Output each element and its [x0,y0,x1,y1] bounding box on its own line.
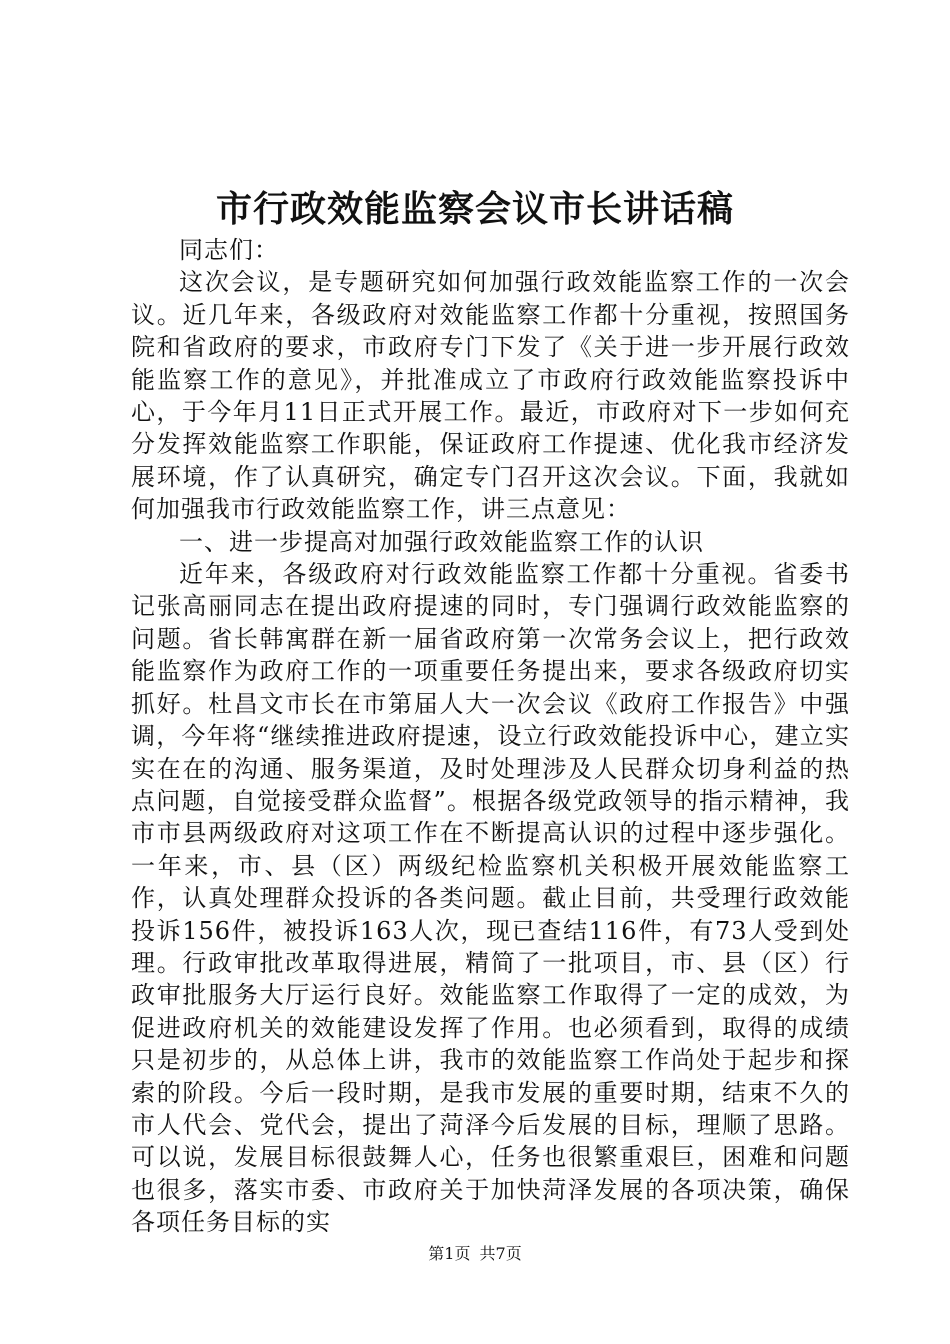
salutation-paragraph: 同志们： [179,236,279,264]
page-total: 共7页 [479,1244,522,1263]
document-body [131,234,850,1239]
document-title: 市行政效能监察会议市长讲话稿 [215,188,734,230]
intro-paragraph: 这次会议，是专题研究如何加强行政效能监察工作的一次会议。近几年来，各级政府对效能监察工作都十分重视，按照国务院和省政府的要求，市政府专门下发了《关于进一步开展行政效能监察工作的意见》，并批准成立了市政府行政效能监察投诉中心，于今年月11日正式开展工作。最近，市政府对下一步如何充分发挥效能监察工作职能，保证政府工作提速、优化我市经济发展环境，作了认真研究，确定专门召开这次会议。下面，我就如何加强我市行政效能监察工作，讲三点意见： [131,268,850,524]
section-heading: 一、进一步提高对加强行政效能监察工作的认识 [179,527,704,556]
body-paragraph: 近年来，各级政府对行政效能监察工作都十分重视。省委书记张高丽同志在提出政府提速的同时，专门强调行政效能监察的问题。省长韩寓群在新一届省政府第一次常务会议上，把行政效能监察作为政府工作的一项重要任务提出来，要求各级政府切实抓好。杜昌文市长在市第届人大一次会议《政府工作报告》中强调，今年将“继续推进政府提速，设立行政效能投诉中心，建立实实在在的沟通、服务渠道，及时处理涉及人民群众切身利益的热点问题，自觉接受群众监督”。根据各级党政领导的指示精神，我市市县两级政府对这项工作在不断提高认识的过程中逐步强化。一年来，市、县（区）两级纪检监察机关积极开展效能监察工作，认真处理群众投诉的各类问题。截止目前，共受理行政效能投诉156件，被投诉163人次，现已查结116件，有73人受到处理。行政审批改革取得进展，精简了一批项目，市、县（区）行政审批服务大厅运行良好。效能监察工作取得了一定的成效，为促进政府机关的效能建设发挥了作用。也必须看到，取得的成绩只是初步的，从总体上讲，我市的效能监察工作尚处于起步和探索的阶段。今后一段时期，是我市发展的重要时期，结束不久的市人代会、党代会，提出了菏泽今后发展的目标，理顺了思路。可以说，发展目标很鼓舞人心，任务也很繁重艰巨，困难和问题也很多，落实市委、市政府关于加快菏泽发展的各项决策，确保各项任务目标的实 [131,560,850,1237]
page-number: 第1页 [428,1244,471,1263]
page-footer [0,1243,950,1265]
